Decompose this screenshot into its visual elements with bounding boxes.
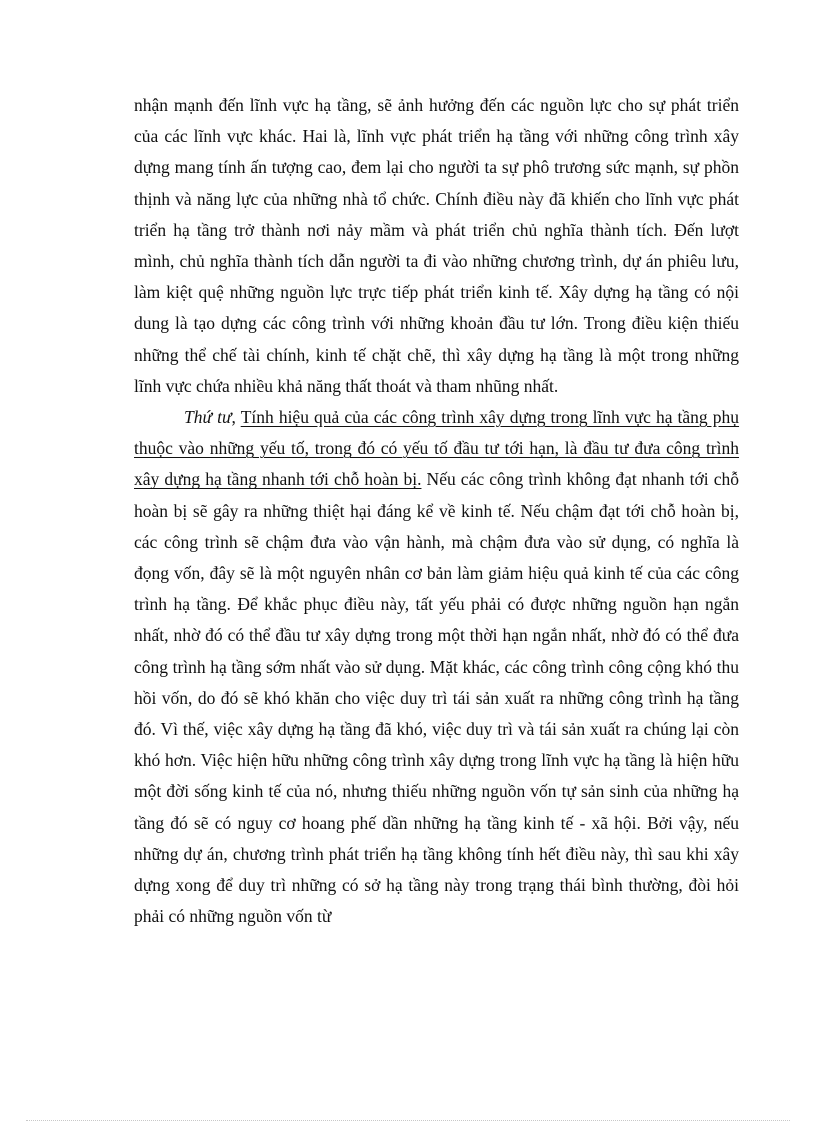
paragraph-underlined-thesis: Tính hiệu quả của các công trình xây dựng trong lĩnh vực hạ tầng phụ thuộc vào những yếu tố, trong đó có yếu tố đầu tư tới hạn, là đầu tư đưa công trình xây dựng hạ tầng nhanh tới chỗ hoàn bị. [134,407,740,490]
paragraph-thu-tu [134,402,739,932]
paragraph-body-text: Nếu các công trình không đạt nhanh tới chỗ hoàn bị sẽ gây ra những thiệt hại đáng kể về kinh tế. Nếu chậm đạt tới chỗ hoàn bị, các công trình sẽ chậm đưa vào vận hành, mà chậm đưa vào sử dụng, có nghĩa là đọng vốn, đây sẽ là một nguyên nhân cơ bản làm giảm hiệu quả kinh tế của các công trình hạ tầng. Để khắc phục điều này, tất yếu phải có được những nguồn hạn ngắn nhất, nhờ đó có thể đầu tư xây dựng trong một thời hạn ngắn nhất, nhờ đó có thể đưa công trình hạ tầng sớm nhất vào sử dụng. Mặt khác, các công trình công cộng khó thu hồi vốn, do đó sẽ khó khăn cho việc duy trì tái sản xuất ra những công trình hạ tầng đó. Vì thế, việc xây dựng hạ tầng đã khó, việc duy trì và tái sản xuất ra chúng lại còn khó hơn. Việc hiện hữu những công trình xây dựng trong lĩnh vực hạ tầng là hiện hữu một đời sống kinh tế của nó, nhưng thiếu những nguồn vốn tự sản sinh của những hạ tầng đó sẽ có nguy cơ hoang phế dần những hạ tầng kinh tế - xã hội. Bởi vậy, nếu những dự án, chương trình phát triển hạ tầng không tính hết điều này, thì sau khi xây dựng xong để duy trì những có sở hạ tầng này trong trạng thái bình thường, đòi hỏi phải có những nguồn vốn từ [134,469,739,927]
page-bottom-divider [26,1120,790,1121]
paragraph-lead-italic: Thứ tư [184,407,232,428]
paragraph-continuation: nhận mạnh đến lĩnh vực hạ tầng, sẽ ảnh hưởng đến các nguồn lực cho sự phát triển của các lĩnh vực khác. Hai là, lĩnh vực phát triển hạ tầng với những công trình xây dựng mang tính ấn tượng cao, đem lại cho người ta sự phô trương sức mạnh, sự phồn thịnh và năng lực của những nhà tổ chức. Chính điều này đã khiến cho lĩnh vực phát triển hạ tầng trở thành nơi nảy mầm và phát triển chủ nghĩa thành tích. Đến lượt mình, chủ nghĩa thành tích dẫn người ta đi vào những chương trình, dự án phiêu lưu, làm kiệt quệ những nguồn lực trực tiếp phát triển kinh tế. Xây dựng hạ tầng có nội dung là tạo dựng các công trình với những khoản đầu tư lớn. Trong điều kiện thiếu những thể chế tài chính, kinh tế chặt chẽ, thì xây dựng hạ tầng là một trong những lĩnh vực chứa nhiều khả năng thất thoát và tham nhũng nhất. [134,95,739,396]
document-body [134,90,739,932]
paragraph-lead-comma: , [231,407,241,428]
